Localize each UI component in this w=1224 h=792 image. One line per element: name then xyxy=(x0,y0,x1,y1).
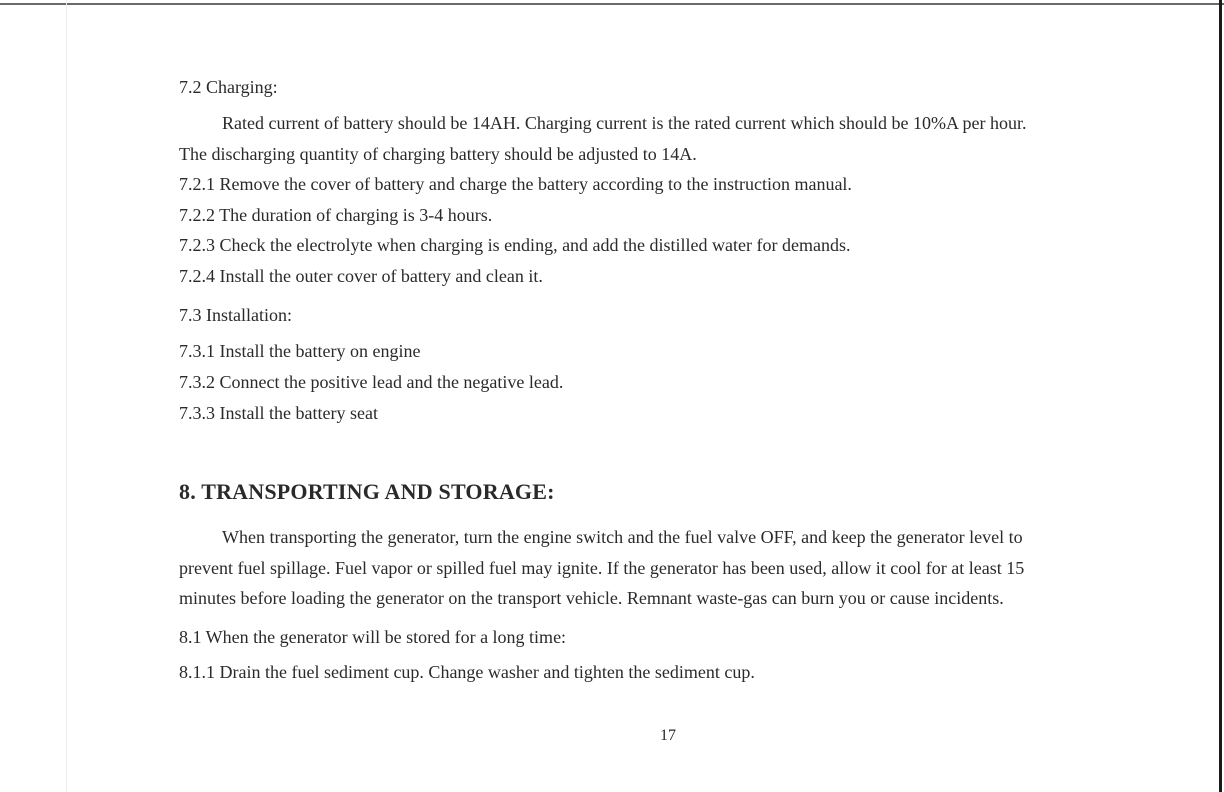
installation-step-7-3-3: 7.3.3 Install the battery seat xyxy=(179,403,378,423)
transport-paragraph-line-2: prevent fuel spillage. Fuel vapor or spilled fuel may ignite. If the generator has been used, allow it cool for at least 15 xyxy=(179,558,1025,578)
storage-heading-8-1: 8.1 When the generator will be stored for a long time: xyxy=(179,627,567,647)
charging-step-7-2-4: 7.2.4 Install the outer cover of battery and clean it. xyxy=(179,266,543,286)
charging-paragraph-line-1: Rated current of battery should be 14AH. Charging current is the rated current which should be 10%A per hour. xyxy=(222,113,1027,133)
transport-paragraph-line-1: When transporting the generator, turn the engine switch and the fuel valve OFF, and keep the generator level to xyxy=(222,527,1023,547)
page-fold-shadow xyxy=(66,0,67,792)
transport-paragraph-line-3: minutes before loading the generator on the transport vehicle. Remnant waste-gas can burn you or cause incidents. xyxy=(179,588,1004,608)
section-7-3-heading: 7.3 Installation: xyxy=(179,305,292,325)
charging-step-7-2-2: 7.2.2 The duration of charging is 3-4 hours. xyxy=(179,205,493,225)
section-7-2-heading: 7.2 Charging: xyxy=(179,77,278,97)
storage-step-8-1-1: 8.1.1 Drain the fuel sediment cup. Change washer and tighten the sediment cup. xyxy=(179,662,755,682)
right-page-edge xyxy=(1219,0,1222,792)
page-number: 17 xyxy=(660,727,676,744)
charging-paragraph-line-2: The discharging quantity of charging battery should be adjusted to 14A. xyxy=(179,144,697,164)
top-rule xyxy=(0,3,1224,5)
installation-step-7-3-1: 7.3.1 Install the battery on engine xyxy=(179,341,421,361)
section-8-heading: 8. TRANSPORTING AND STORAGE: xyxy=(179,479,555,504)
installation-step-7-3-2: 7.3.2 Connect the positive lead and the negative lead. xyxy=(179,372,564,392)
charging-step-7-2-3: 7.2.3 Check the electrolyte when charging is ending, and add the distilled water for demands. xyxy=(179,235,851,255)
charging-step-7-2-1: 7.2.1 Remove the cover of battery and charge the battery according to the instruction manual. xyxy=(179,174,852,194)
